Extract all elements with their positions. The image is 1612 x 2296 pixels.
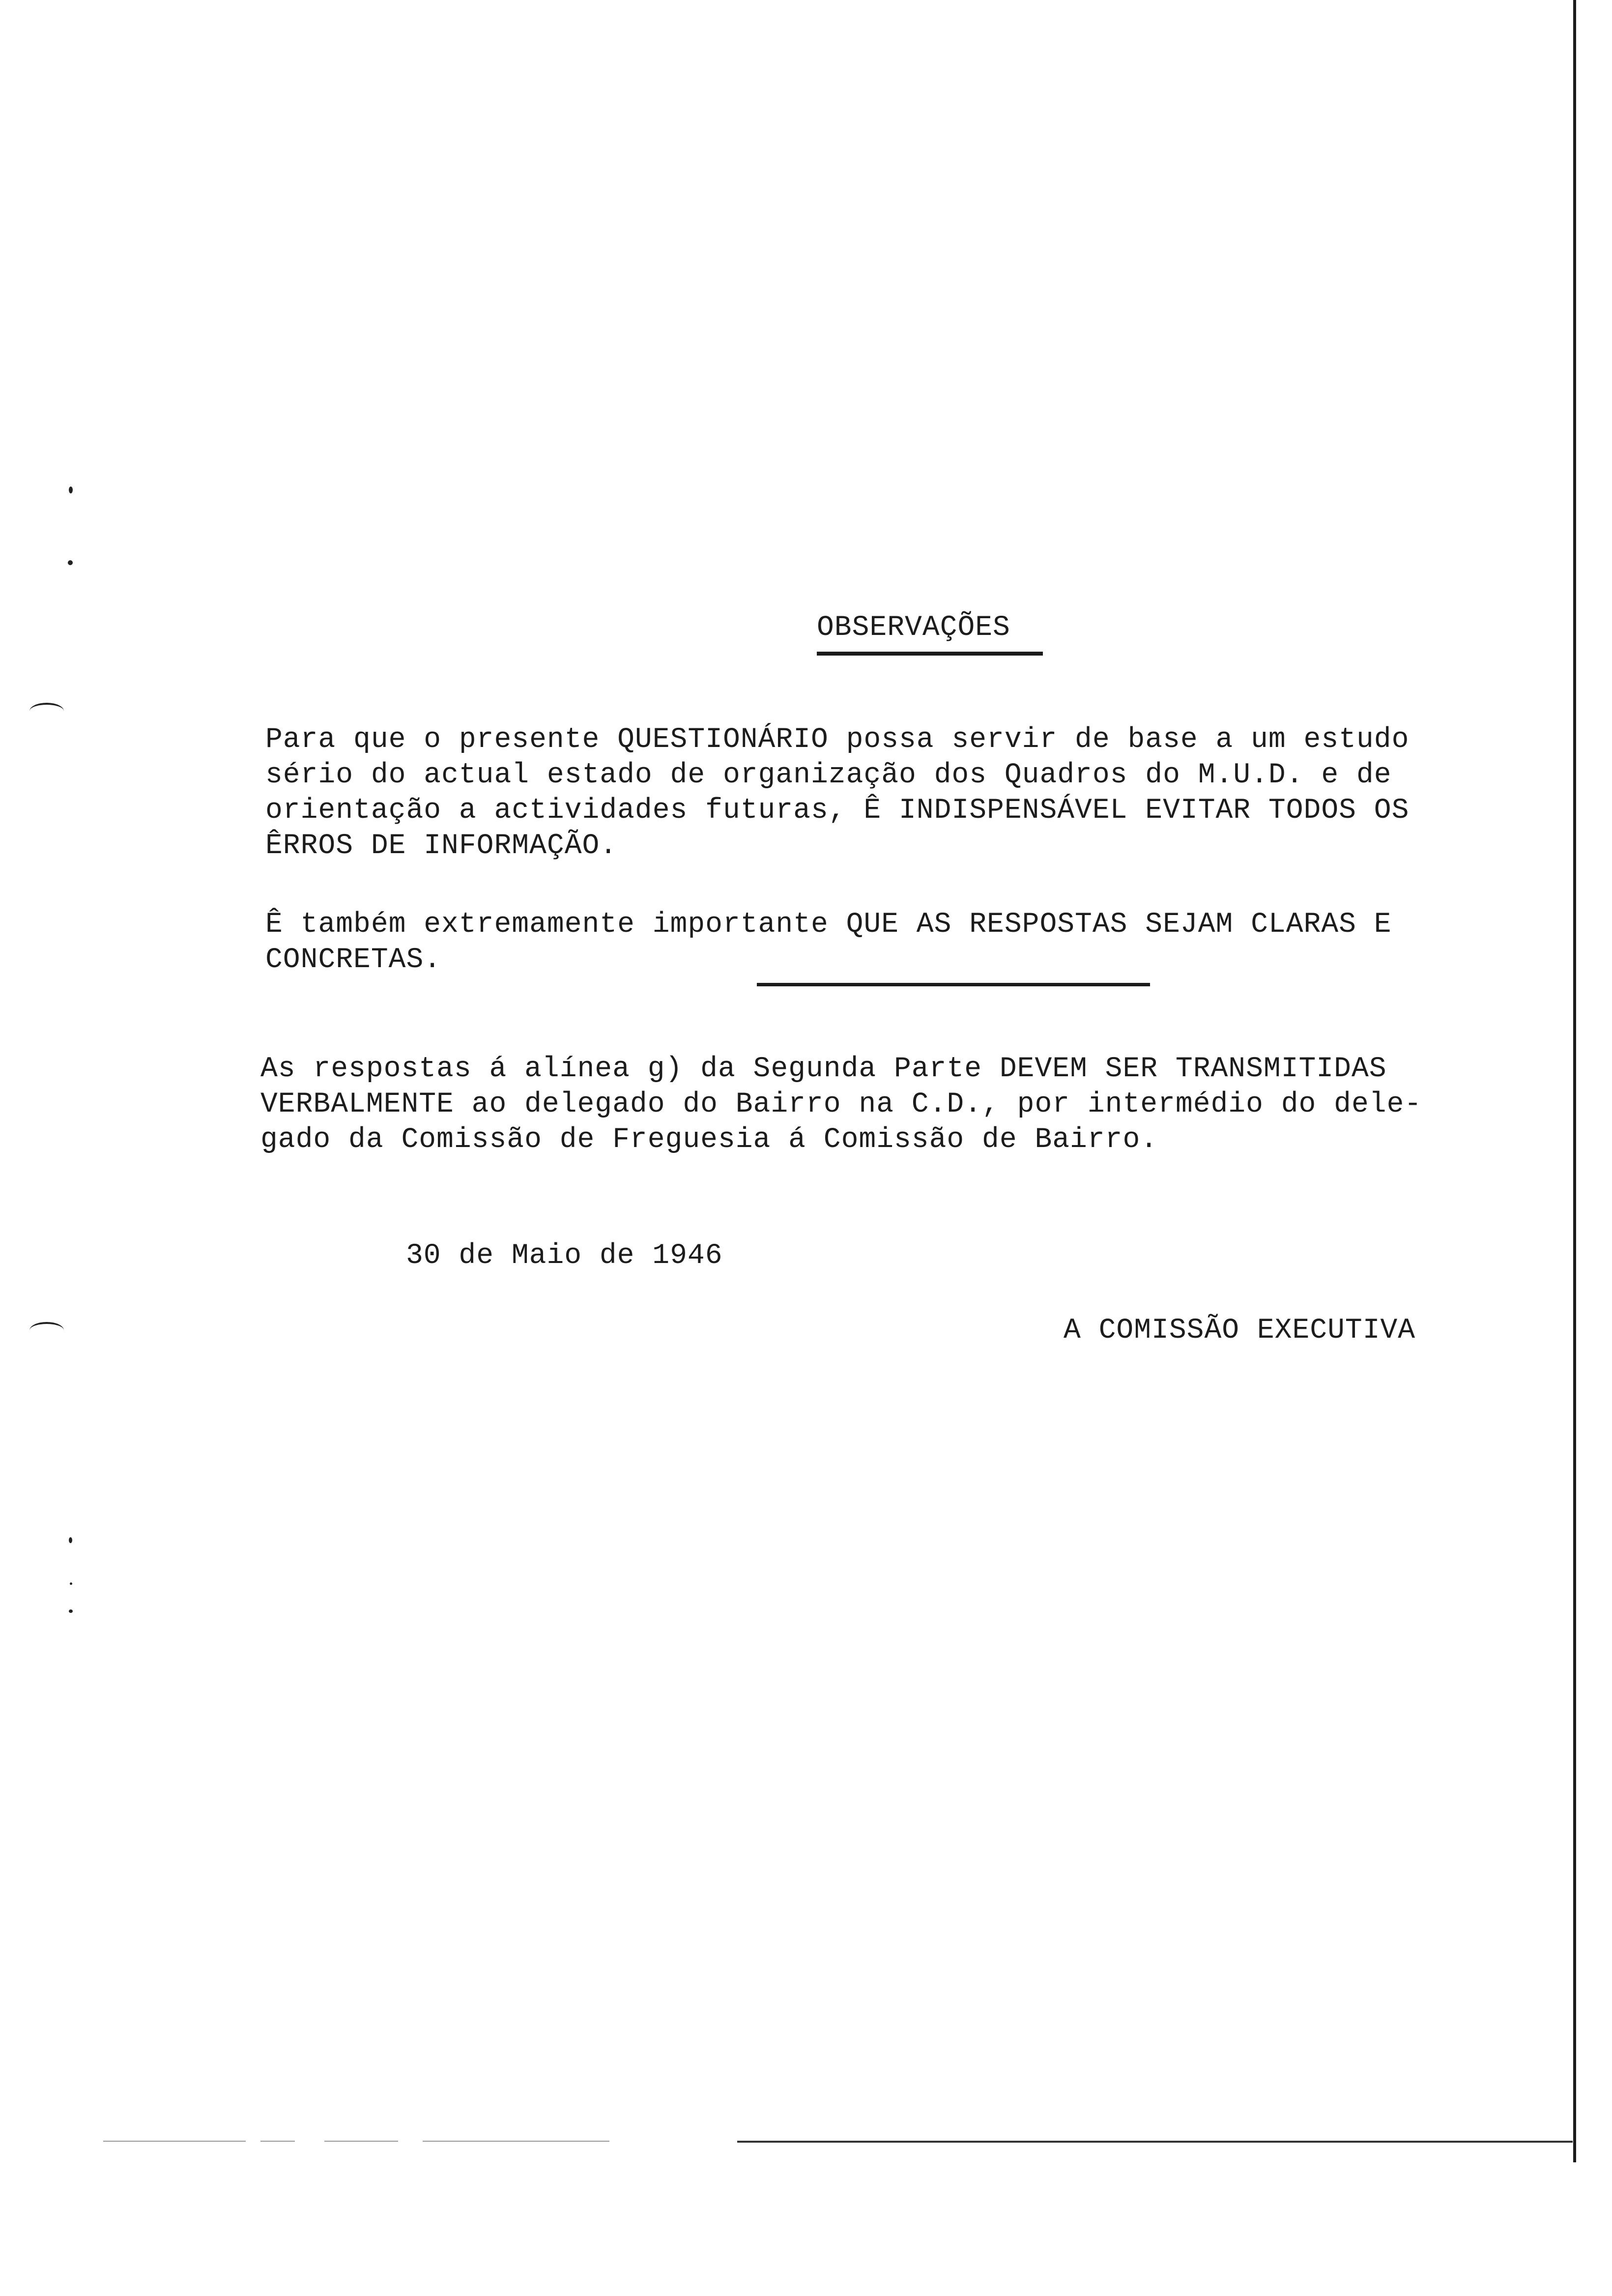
page-title: OBSERVAÇÕES bbox=[817, 612, 1010, 644]
separator-rule bbox=[757, 983, 1150, 986]
scan-speck bbox=[70, 1582, 72, 1585]
scan-speck bbox=[68, 560, 73, 565]
paragraph-line: Para que o presente QUESTIONÁRIO possa servir de base a um estudo bbox=[265, 724, 1410, 756]
scan-mark bbox=[29, 703, 64, 719]
scan-bottom-line bbox=[103, 2141, 246, 2142]
paragraph-line: As respostas á alínea g) da Segunda Parte DEVEM SER TRANSMITIDAS bbox=[260, 1053, 1387, 1085]
paragraph-line: sério do actual estado de organização dos Quadros do M.U.D. e de bbox=[265, 759, 1392, 791]
document-date: 30 de Maio de 1946 bbox=[406, 1240, 723, 1272]
scan-speck bbox=[69, 1537, 72, 1543]
title-underline bbox=[817, 652, 1043, 656]
scan-margin-line bbox=[1573, 0, 1576, 2162]
paragraph-line: VERBALMENTE ao delegado do Bairro na C.D., por intermédio do dele- bbox=[260, 1089, 1422, 1120]
scan-bottom-line bbox=[423, 2141, 609, 2142]
scan-bottom-line bbox=[737, 2141, 1573, 2143]
paragraph-line: orientação a actividades futuras, Ê INDISPENSÁVEL EVITAR TODOS OS bbox=[265, 795, 1410, 827]
paragraph-line: CONCRETAS. bbox=[265, 944, 442, 976]
scan-mark bbox=[29, 1322, 64, 1339]
scan-bottom-line bbox=[260, 2141, 295, 2142]
paragraph-line: Ê também extremamente importante QUE AS RESPOSTAS SEJAM CLARAS E bbox=[265, 909, 1392, 941]
scan-bottom-line bbox=[324, 2141, 398, 2142]
scan-speck bbox=[69, 487, 73, 493]
signature-line: A COMISSÃO EXECUTIVA bbox=[1064, 1315, 1416, 1347]
paragraph-line: gado da Comissão de Freguesia á Comissão de Bairro. bbox=[260, 1124, 1158, 1156]
scan-speck bbox=[69, 1609, 73, 1613]
paragraph-line: ÊRROS DE INFORMAÇÃO. bbox=[265, 830, 618, 862]
